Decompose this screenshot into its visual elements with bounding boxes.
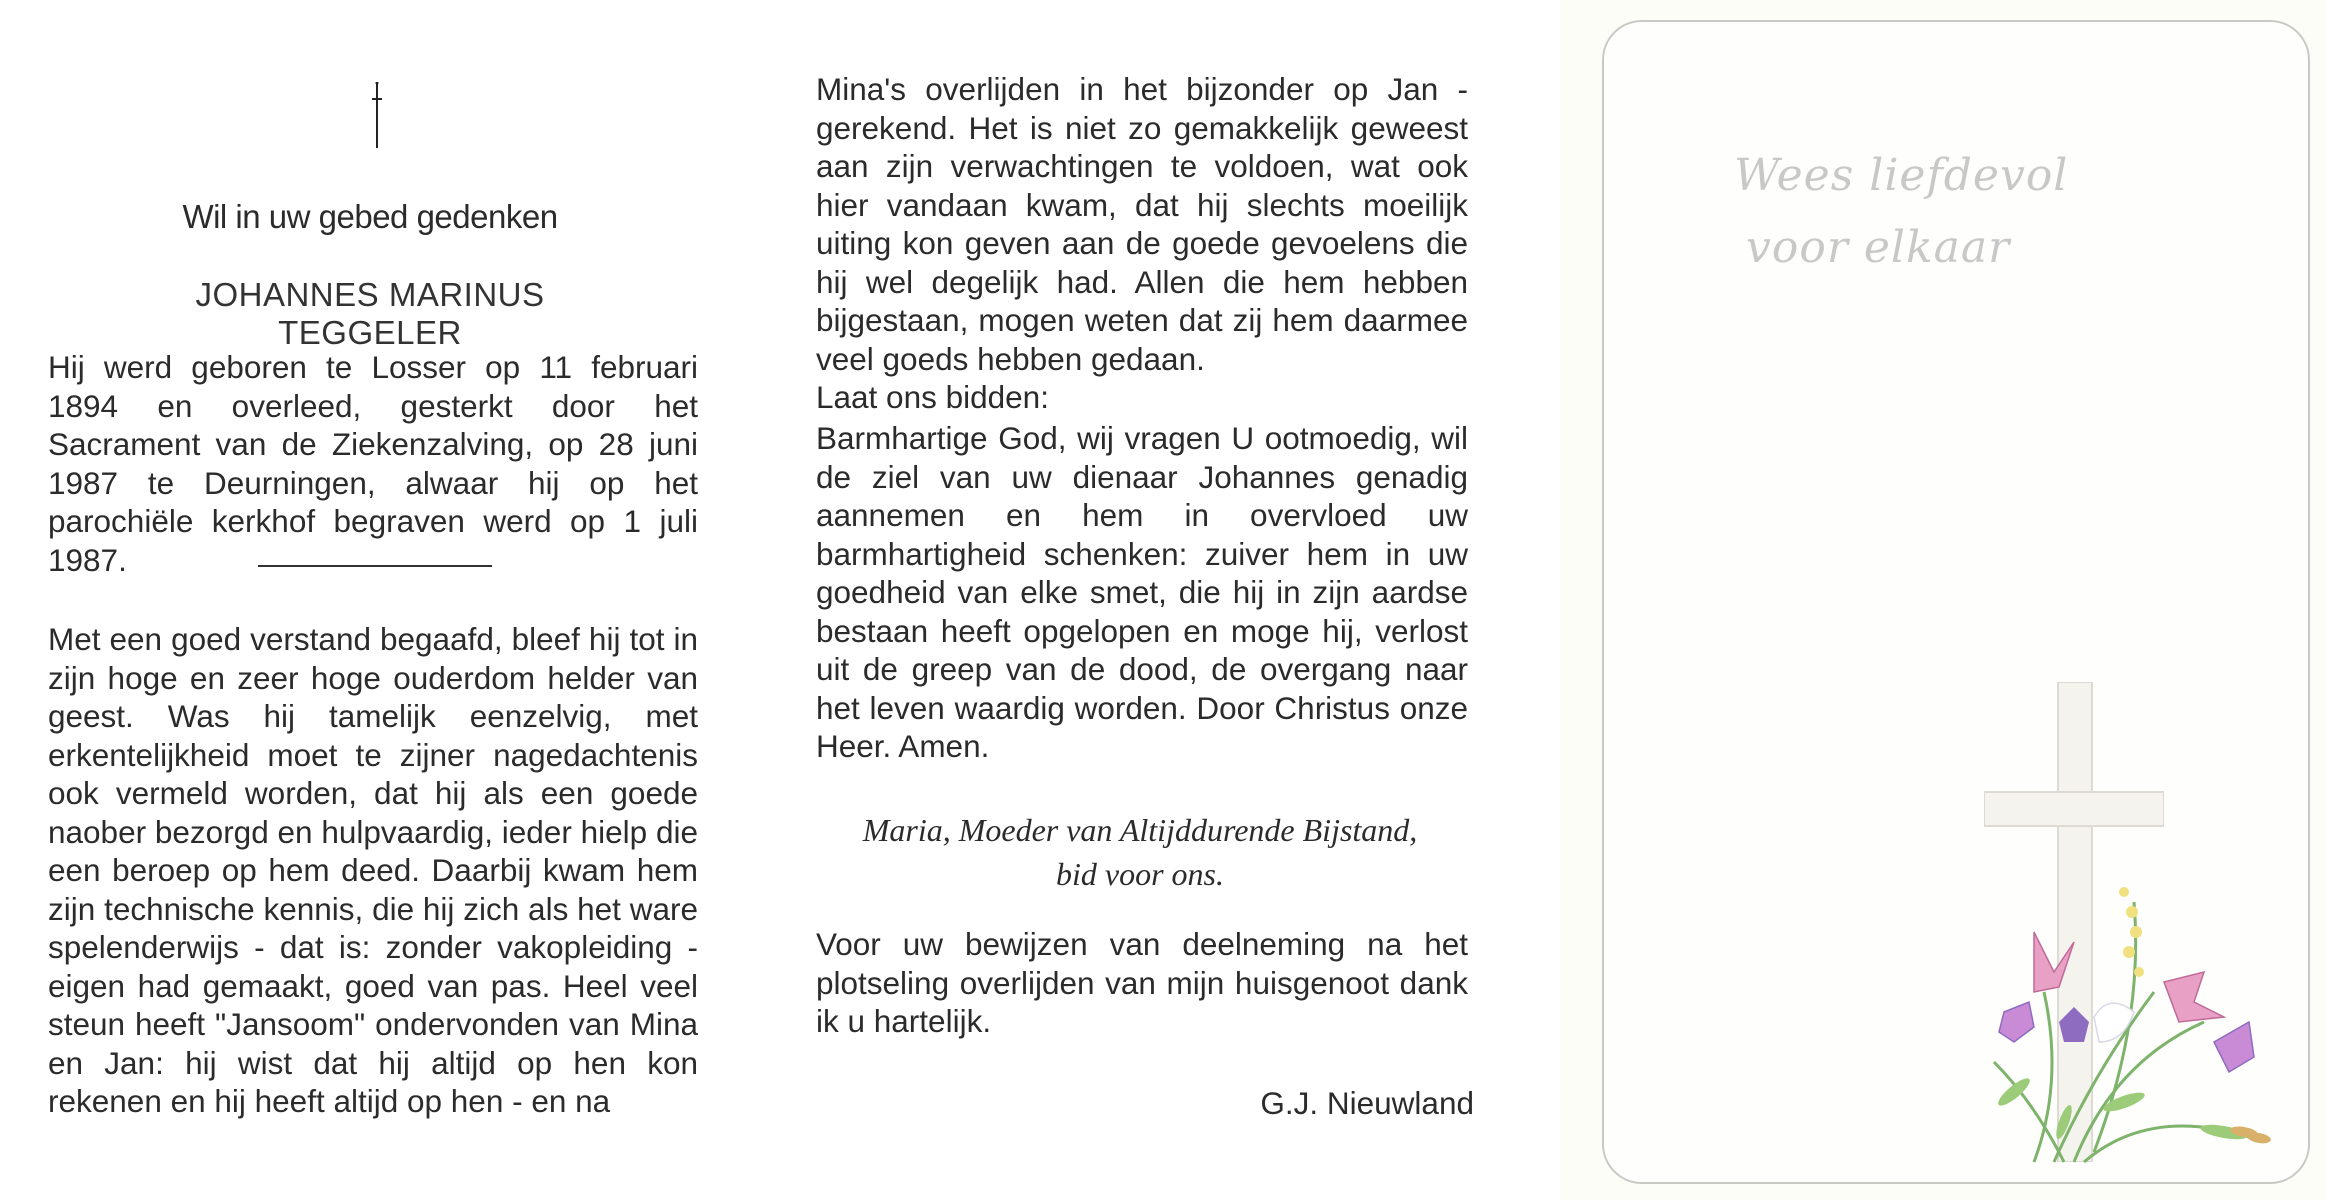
- deceased-name: JOHANNES MARINUS TEGGELER: [195, 276, 545, 351]
- biography-continuation: Mina's overlijden in het bijzonder op Jan - gerekend. Het is niet zo gemakkelijk geweest aan zijn verwachtingen te voldoen, wat ook hier vandaan kwam, dat hij slechts moeilijk uiting kon geven aan de goede gevoelens die hij wel degelijk had. Allen die hem hebben bijgestaan, mogen weten dat zij hem daarmee veel goeds hebben gedaan.: [816, 71, 1468, 377]
- maria-line-2: bid voor ons.: [1056, 856, 1224, 892]
- birth-death-paragraph: Hij werd geboren te Losser op 11 februari 1894 en overleed, gesterkt door het Sacrament van de Ziekenzalving, op 28 juni 1987 te Deurningen, alwaar hij op het parochiële kerkhof begraven werd op 1 juli 1987.: [48, 349, 698, 578]
- middle-page: [790, 0, 1560, 1200]
- signature: G.J. Nieuwland: [1260, 1085, 1474, 1121]
- biography-paragraph: Met een goed verstand begaafd, bleef hij tot in zijn hoge en zeer hoge ouderdom helder van geest. Was hij tamelijk eenzelvig, met erkentelijkheid moet te zijner nagedachtenis ook vermeld worden, dat hij als een goede naober bezorgd en hulpvaardig, ieder hielp die een beroep op hem deed. Daarbij kwam hem zijn technische kennis, die hij zich als het ware spelenderwijs - dat is: zonder vakopleiding - eigen had gemaakt, goed van pas. Heel veel steun heeft "Jansoom" ondervonden van Mina en Jan: hij wist dat hij altijd op hen kon rekenen en hij heeft altijd op hen - en na: [48, 621, 698, 1119]
- cross-icon: [372, 82, 382, 148]
- motto-line-1: Wees liefdevol: [1734, 150, 2069, 201]
- prayer-heading: Laat ons bidden:: [816, 379, 1049, 415]
- divider: [258, 565, 492, 567]
- flower-bouquet-icon: [1974, 842, 2294, 1172]
- motto-line-2: voor elkaar: [1746, 222, 2011, 273]
- prayer-text: Barmhartige God, wij vragen U ootmoedig, wil de ziel van uw dienaar Johannes genadig aannemen en hem in overvloed uw barmhartigheid schenken: zuiver hem in uw goedheid van elke smet, die hij in zijn aardse bestaan heeft opgelopen en moge hij, verlost uit de greep van de dood, de overgang naar het leven waardig worden. Door Christus onze Heer. Amen.: [816, 420, 1468, 764]
- right-page: [1560, 0, 2326, 1200]
- intro-text: Wil in uw gebed gedenken: [182, 198, 558, 235]
- thanks-paragraph: Voor uw bewijzen van deelneming na het plotseling overlijden van mijn huisgenoot dank ik u hartelijk.: [816, 926, 1468, 1039]
- maria-line-1: Maria, Moeder van Altijddurende Bijstand,: [862, 812, 1418, 848]
- memorial-card: [1602, 20, 2310, 1184]
- maria-invocation: [800, 808, 1480, 896]
- left-page: [0, 0, 790, 1200]
